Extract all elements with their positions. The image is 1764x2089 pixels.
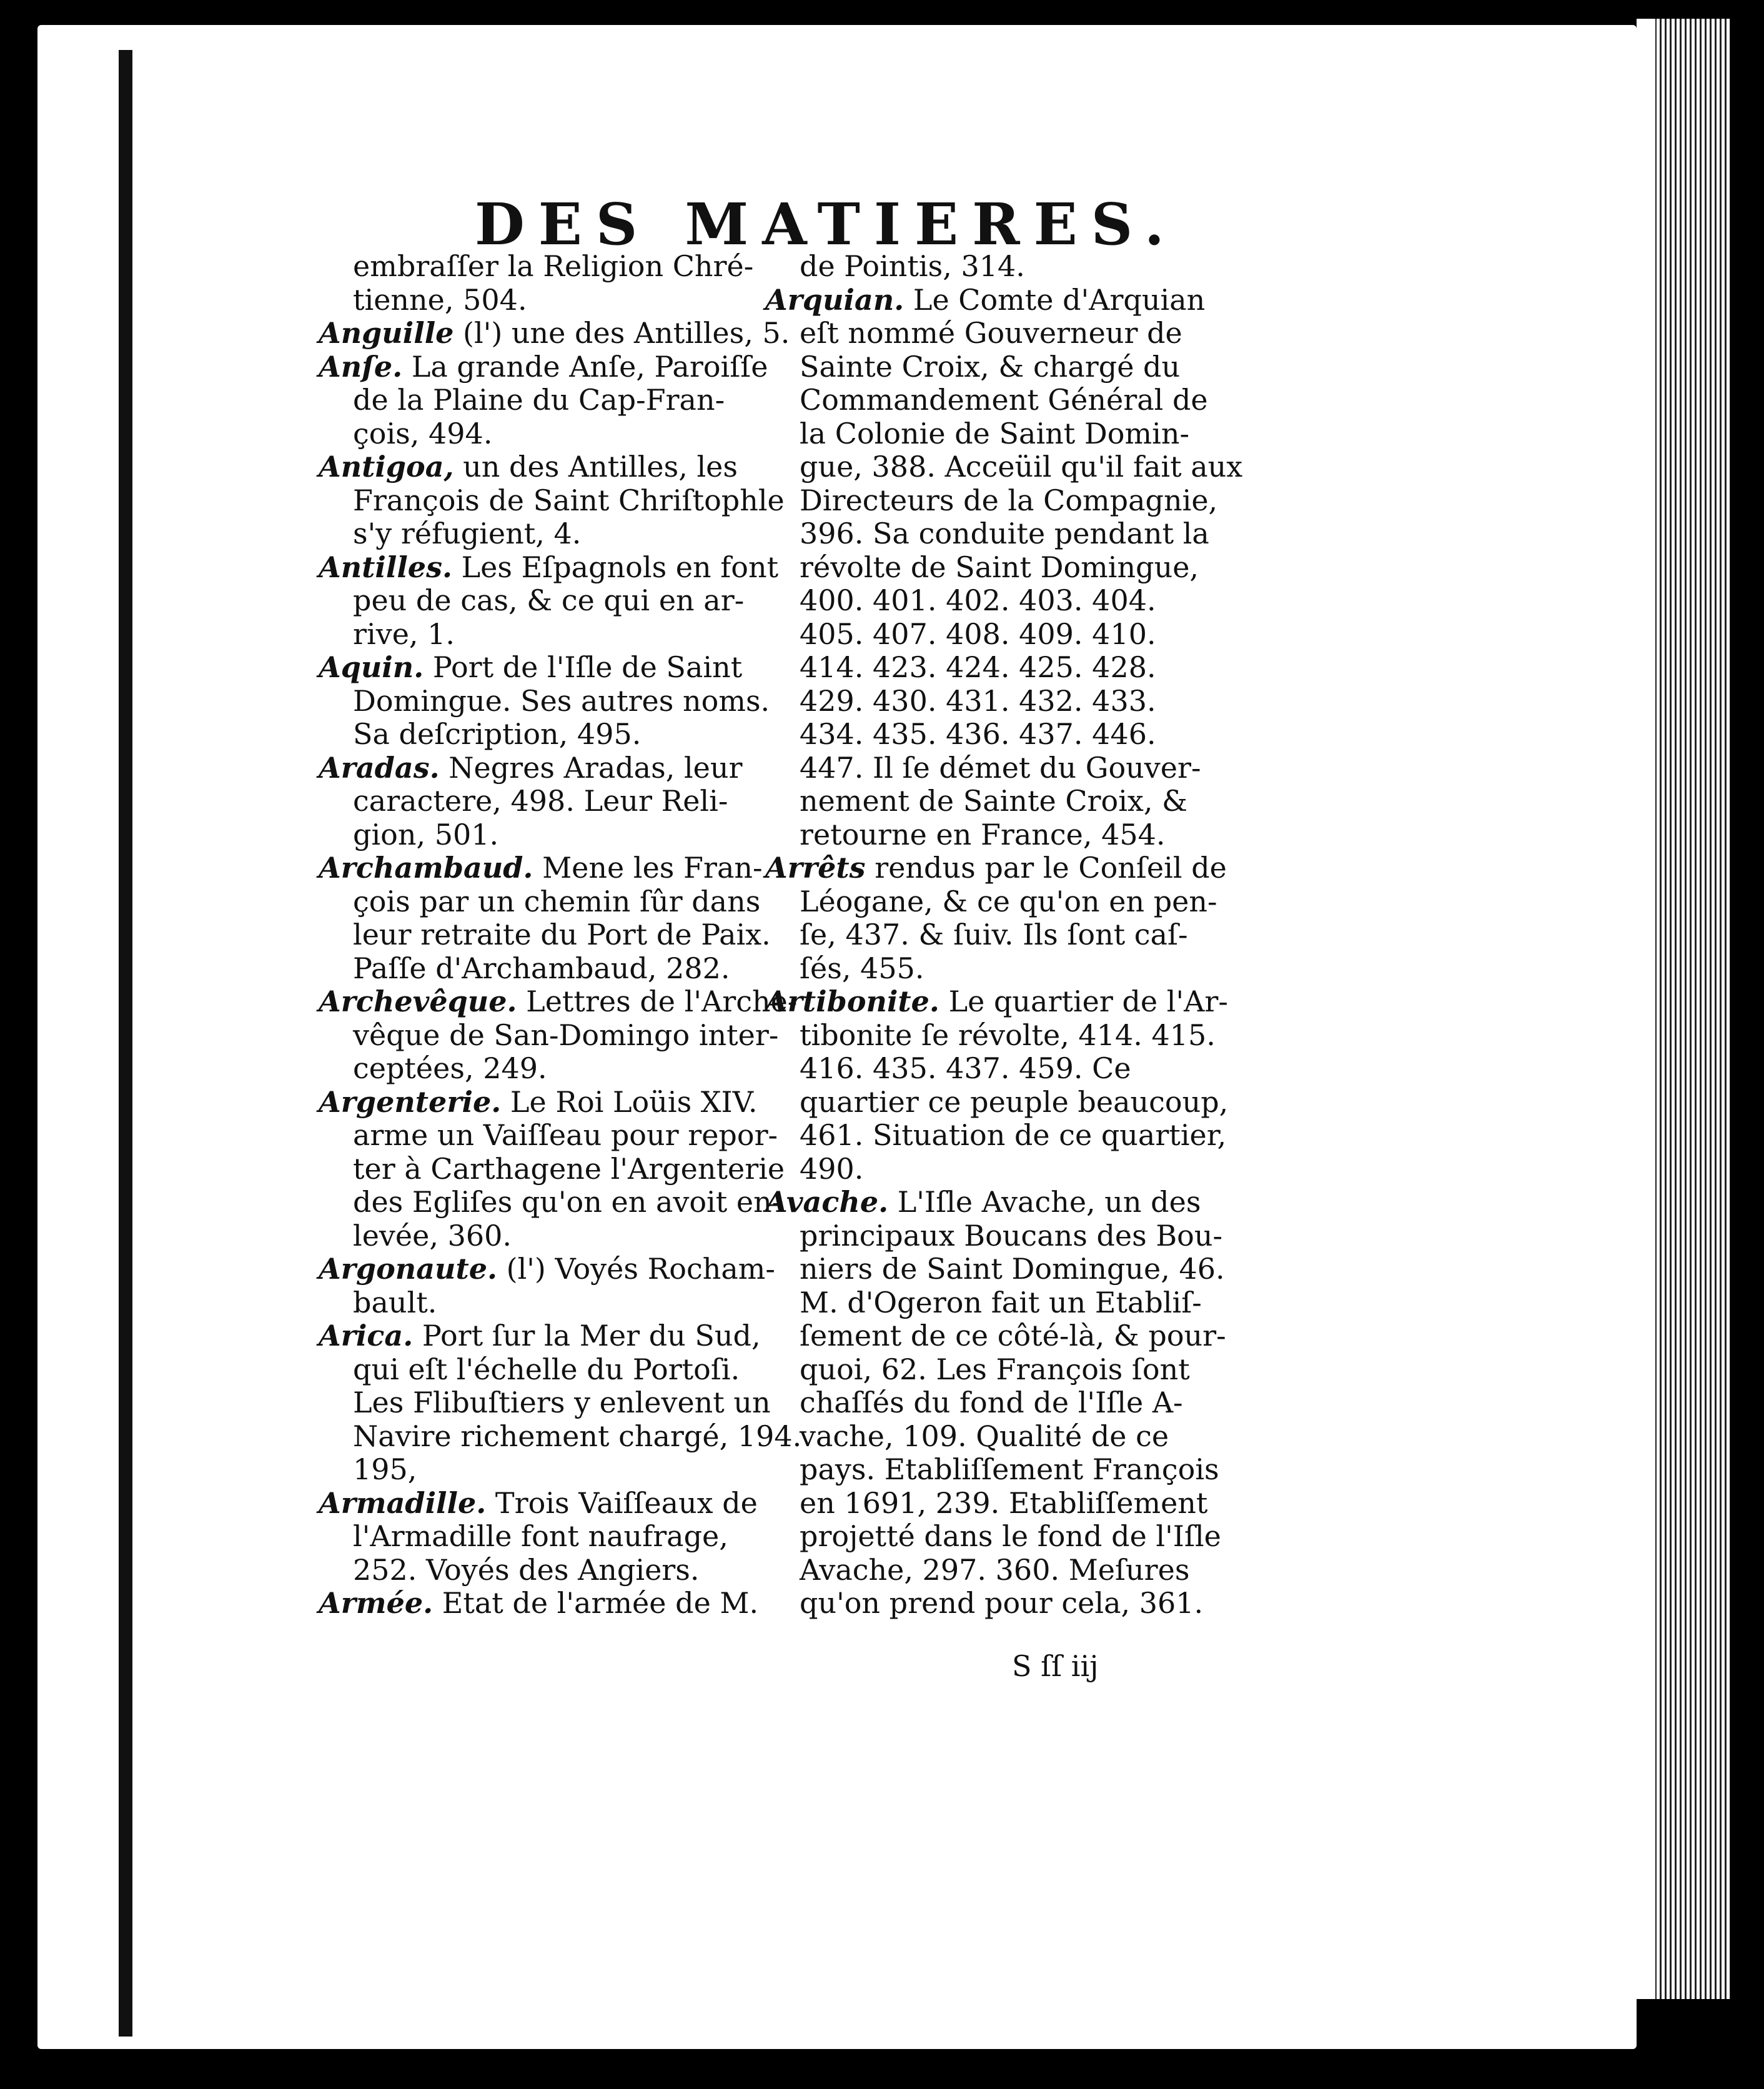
index-line <box>319 250 756 284</box>
index-entry-text: 490. <box>800 1151 864 1186</box>
index-line <box>319 752 756 785</box>
index-entry-text: de Pointis, 314. <box>800 249 1025 283</box>
index-line <box>319 1018 779 1053</box>
index-entry-text: rendus par le Conſeil de <box>865 851 1227 885</box>
index-line <box>765 718 1202 752</box>
index-line <box>319 284 756 317</box>
index-line <box>319 1252 775 1286</box>
index-entry-text: révolte de Saint Domingue, <box>800 550 1199 584</box>
index-entry-head: Anguille <box>319 316 454 350</box>
index-entry-text: chaſſés du fond de l'Iſle A- <box>800 1386 1183 1419</box>
index-entry-text: s'y réfugient, 4. <box>353 517 582 550</box>
index-entry-text: de la Plaine du Cap-Fran- <box>353 383 725 417</box>
index-entry-text: eſt nommé Gouverneur de <box>800 316 1182 350</box>
index-line <box>319 1453 756 1487</box>
index-column-right <box>765 249 1243 1620</box>
index-entry-head: Aradas. <box>319 750 440 785</box>
index-line <box>319 1554 756 1587</box>
index-entry-text: Navire richement chargé, 194. <box>353 1419 802 1453</box>
index-line <box>765 618 1202 652</box>
index-line <box>765 551 1202 585</box>
index-entry-text: embraſſer la Religion Chré- <box>353 249 754 283</box>
index-line <box>319 349 768 384</box>
index-line <box>765 851 1227 885</box>
index-line <box>765 952 1202 986</box>
index-entry-text: Port ſur la Mer du Sud, <box>413 1319 761 1352</box>
index-entry-text: 414. 423. 424. 425. 428. <box>800 650 1156 684</box>
index-line <box>765 1118 1227 1153</box>
index-line <box>319 851 763 885</box>
index-entry-head: Archambaud. <box>319 851 533 885</box>
index-entry-text: Sa deſcription, 495. <box>353 717 642 751</box>
index-line <box>765 1186 1202 1219</box>
index-entry-text: 434. 435. 436. 437. 446. <box>800 717 1156 751</box>
index-entry-head: Argonaute. <box>319 1252 497 1286</box>
index-line <box>765 1452 1219 1487</box>
index-entry-head: Antilles. <box>319 550 452 584</box>
index-line <box>765 918 1202 952</box>
index-entry-text: vêque de San-Domingo inter- <box>353 1018 779 1052</box>
index-line <box>765 785 1202 818</box>
index-entry-text: gion, 501. <box>353 817 499 851</box>
index-line <box>765 1153 1202 1186</box>
index-entry-text: Le Comte d'Arquian <box>904 282 1206 317</box>
index-line <box>319 818 756 852</box>
index-line <box>319 1219 756 1253</box>
index-line <box>765 1218 1223 1253</box>
index-line <box>765 752 1202 785</box>
index-entry-text: Etat de l'armée de M. <box>433 1586 759 1620</box>
index-entry-text: quartier ce peuple beaucoup, <box>800 1084 1229 1119</box>
index-entry-head: Archevêque. <box>319 985 517 1018</box>
index-line <box>319 651 756 685</box>
index-line <box>765 1587 1202 1620</box>
index-entry-text: Trois Vaiſſeaux de <box>486 1486 758 1520</box>
index-column-left <box>319 249 802 1620</box>
index-entry-text: 447. Il ſe démet du Gouver- <box>800 750 1201 785</box>
index-entry-text: Negres Aradas, leur <box>439 750 743 785</box>
index-entry-text: 195, <box>353 1452 417 1486</box>
index-entry-text: 396. Sa conduite pendant la <box>800 517 1209 550</box>
index-entry-head: Arica. <box>319 1319 414 1352</box>
page-gutter-shadow <box>119 50 132 2037</box>
index-line <box>319 1118 778 1153</box>
index-line <box>319 1353 756 1387</box>
index-entry-text: un des Antilles, les <box>453 450 738 484</box>
index-line <box>319 1386 771 1420</box>
index-line <box>319 483 785 518</box>
index-entry-text: niers de Saint Domingue, 46. <box>800 1252 1225 1286</box>
index-line <box>765 1252 1225 1286</box>
index-line <box>765 1554 1202 1587</box>
index-line <box>319 985 798 1019</box>
signature-mark: S ſſ iij <box>1012 1649 1099 1683</box>
index-entry-text: (l') Voyés Rocham- <box>497 1252 775 1286</box>
index-entry-text: la Colonie de Saint Domin- <box>800 416 1189 450</box>
index-line <box>765 383 1208 417</box>
index-line <box>319 316 790 350</box>
index-entry-text: 416. 435. 437. 459. Ce <box>800 1051 1131 1085</box>
index-entry-head: Anſe. <box>319 349 403 384</box>
index-entry-text: Les Flibuſtiers y enlevent un <box>353 1386 771 1419</box>
index-line <box>765 818 1202 852</box>
index-entry-text: Port de l'Iſle de Saint <box>424 650 743 684</box>
index-entry-text: 252. Voyés des Angiers. <box>353 1552 700 1587</box>
index-entry-head: Aquin. <box>319 650 424 684</box>
index-entry-text: La grande Anſe, Paroiſſe <box>402 349 768 384</box>
page-edge-margin <box>1637 19 1655 1999</box>
index-entry-text: rive, 1. <box>353 617 455 651</box>
index-entry-text: l'Armadille font naufrage, <box>353 1519 728 1553</box>
index-line <box>765 317 1202 350</box>
index-line <box>319 1086 756 1119</box>
index-entry-text: nement de Sainte Croix, & <box>800 784 1188 818</box>
index-line <box>319 450 756 484</box>
index-line <box>765 1420 1202 1454</box>
index-entry-text: arme un Vaiſſeau pour repor- <box>353 1118 778 1152</box>
index-line <box>765 1353 1202 1387</box>
index-line <box>765 517 1209 551</box>
index-entry-text: Directeurs de la Compagnie, <box>800 483 1218 517</box>
index-line <box>319 550 779 585</box>
index-entry-head: Arquian. <box>765 282 904 317</box>
index-entry-text: Avache, 297. 360. Meſures <box>800 1552 1190 1587</box>
index-line <box>319 952 756 986</box>
index-line <box>765 250 1202 284</box>
index-entry-head: Armée. <box>319 1586 434 1620</box>
index-line <box>319 884 761 919</box>
index-entry-text: François de Saint Chriſtophle <box>353 483 785 517</box>
index-line <box>765 1084 1229 1119</box>
index-line <box>765 1319 1226 1353</box>
index-line <box>765 282 1206 317</box>
index-entry-text: Léogane, & ce qu'on en pen- <box>800 884 1217 918</box>
index-entry-text: ter à Carthagene l'Argenterie <box>353 1151 785 1186</box>
index-entry-text: Domingue. Ses autres noms. <box>353 683 770 718</box>
index-line <box>319 1586 759 1620</box>
index-line <box>319 918 771 952</box>
index-entry-text: tienne, 504. <box>353 282 527 317</box>
index-line <box>319 1520 756 1554</box>
index-entry-text: L'Iſle Avache, un des <box>888 1185 1201 1219</box>
index-line <box>765 417 1202 451</box>
index-entry-text: tibonite ſe révolte, 414. 415. <box>800 1018 1216 1052</box>
index-entry-head: Antigoa, <box>319 450 454 484</box>
index-entry-text: qui eſt l'échelle du Portoſi. <box>353 1352 740 1386</box>
index-entry-text: levée, 360. <box>353 1218 512 1253</box>
index-entry-text: qu'on prend pour cela, 361. <box>800 1586 1204 1620</box>
index-entry-text: vache, 109. Qualité de ce <box>800 1419 1169 1453</box>
index-line <box>319 785 756 818</box>
index-line <box>319 618 756 652</box>
index-entry-text: (l') une des Antilles, 5. <box>453 316 790 350</box>
index-line <box>765 884 1217 919</box>
index-line <box>765 1519 1221 1554</box>
index-line <box>319 584 756 618</box>
index-entry-text: ſement de ce côté-là, & pour- <box>800 1319 1226 1352</box>
index-entry-head: Armadille. <box>319 1486 487 1520</box>
index-line <box>319 1487 756 1521</box>
index-entry-text: M. d'Ogeron fait un Etabliſ- <box>800 1285 1202 1319</box>
index-line <box>765 1018 1216 1053</box>
index-entry-text: caractere, 498. Leur Reli- <box>353 784 728 818</box>
index-line <box>319 718 756 752</box>
index-entry-text: leur retraite du Port de Paix. <box>353 918 771 951</box>
index-entry-head: Arrêts <box>765 851 866 885</box>
index-entry-text: Mene les Fran- <box>533 851 763 885</box>
index-entry-text: bault. <box>353 1285 437 1319</box>
index-line <box>765 1052 1202 1086</box>
index-line <box>319 1419 802 1454</box>
index-line <box>319 1052 756 1086</box>
index-entry-text: pays. Etabliſſement François <box>800 1452 1219 1486</box>
index-line <box>765 1386 1202 1420</box>
index-entry-text: 429. 430. 431. 432. 433. <box>800 683 1156 718</box>
index-entry-text: Commandement Général de <box>800 383 1208 417</box>
index-entry-text: 400. 401. 402. 403. 404. <box>800 583 1156 617</box>
index-entry-text: Paſſe d'Archambaud, 282. <box>353 951 730 985</box>
index-entry-text: Le Roi Loüis XIV. <box>501 1084 758 1119</box>
index-entry-text: çois, 494. <box>353 416 493 450</box>
index-entry-text: Les Eſpagnols en font <box>452 550 779 584</box>
index-entry-text: 405. 407. 408. 409. 410. <box>800 617 1156 651</box>
running-heading: DES MATIERES. <box>475 191 1178 258</box>
index-entry-text: retourne en France, 454. <box>800 817 1166 851</box>
index-line <box>765 685 1202 718</box>
index-entry-head: Artibonite. <box>765 985 939 1018</box>
index-entry-text: peu de cas, & ce qui en ar- <box>353 583 745 617</box>
index-entry-text: çois par un chemin ſûr dans <box>353 884 761 918</box>
index-entry-text: Le quartier de l'Ar- <box>939 985 1228 1018</box>
index-line <box>319 417 756 451</box>
index-line <box>765 350 1202 384</box>
index-line <box>319 384 756 417</box>
index-entry-text: ceptées, 249. <box>353 1051 547 1085</box>
index-entry-text: en 1691, 239. Etabliſſement <box>800 1486 1208 1520</box>
index-line <box>765 483 1218 518</box>
index-entry-text: 461. Situation de ce quartier, <box>800 1118 1227 1152</box>
index-entry-text: quoi, 62. Les François ſont <box>800 1352 1190 1386</box>
index-line <box>765 1286 1202 1320</box>
index-entry-text: Sainte Croix, & chargé du <box>800 349 1181 384</box>
index-entry-text: principaux Boucans des Bou- <box>800 1218 1223 1253</box>
index-entry-text: projetté dans le fond de l'Iſle <box>800 1519 1221 1553</box>
index-line <box>319 1185 782 1219</box>
index-line <box>765 1486 1208 1521</box>
index-entry-head: Argenterie. <box>319 1084 502 1119</box>
index-line <box>765 651 1202 685</box>
index-line <box>765 584 1202 618</box>
index-line <box>319 517 756 551</box>
index-line <box>765 985 1228 1019</box>
index-line <box>319 1319 761 1353</box>
index-entry-text: des Egliſes qu'on en avoit en- <box>353 1185 782 1219</box>
index-entry-text: ſe, 437. & ſuiv. Ils ſont caſ- <box>800 918 1188 951</box>
index-entry-text: Lettres de l'Arche- <box>517 985 798 1018</box>
index-line <box>765 450 1243 484</box>
index-line <box>319 1286 756 1320</box>
index-entry-head: Avache. <box>765 1185 889 1219</box>
index-entry-text: ſés, 455. <box>800 951 924 985</box>
index-line <box>319 683 770 718</box>
index-line <box>319 1151 785 1186</box>
index-entry-text: gue, 388. Acceüil qu'il fait aux <box>800 450 1243 484</box>
